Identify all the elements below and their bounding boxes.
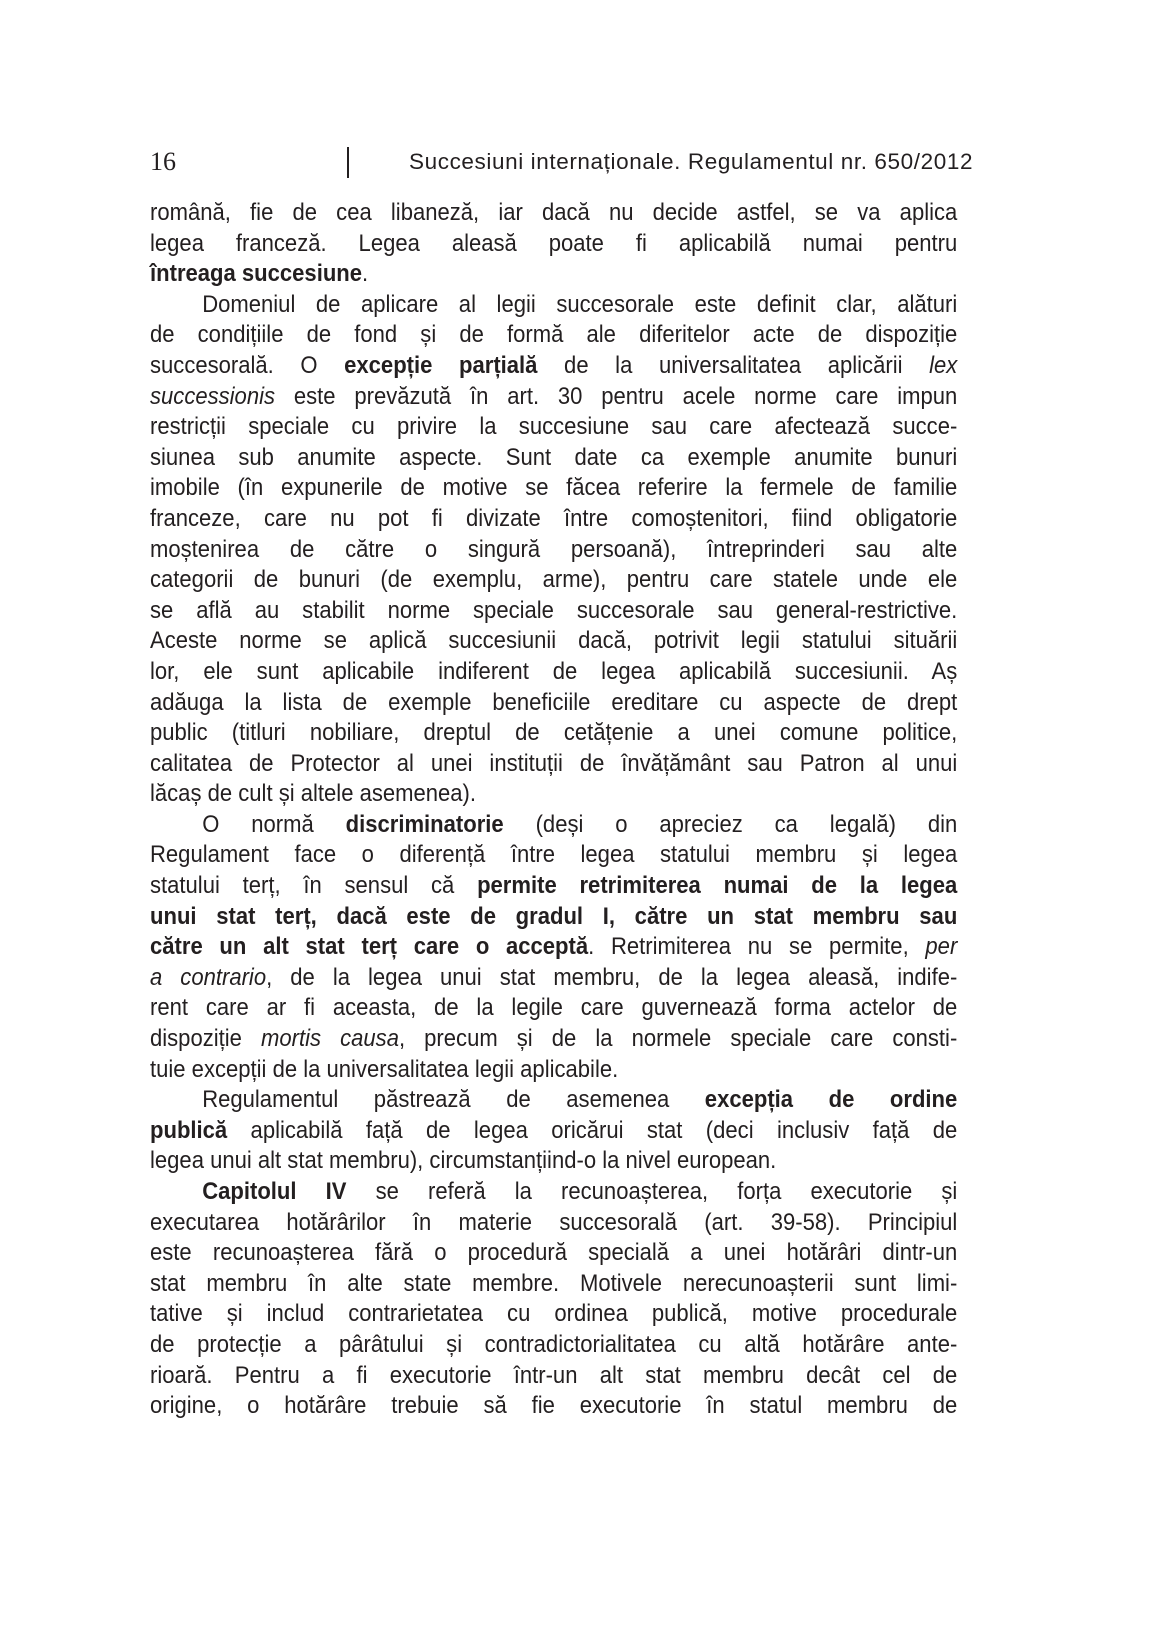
text-run: franceze, care nu pot fi divizate între comoștenitori, fiind obligatorie: [150, 504, 958, 532]
text-run: de condițiile de fond și de formă ale diferitelor acte de dispoziție: [150, 321, 958, 349]
text-line: [150, 871, 957, 902]
text-line: [150, 749, 957, 780]
italic-text: lex: [929, 351, 958, 379]
text-run: se află au stabilit norme speciale succesorale sau general-restrictive.: [150, 596, 958, 624]
text-line: [150, 1391, 957, 1422]
text-run: imobile (în expunerile de motive se făcea referire la fermele de familie: [150, 474, 958, 502]
text-run: , precum și de la normele speciale care consti-: [398, 1025, 958, 1053]
text-run: dispoziție: [150, 1025, 262, 1053]
text-line: [150, 1177, 957, 1208]
text-run: de protecție a pârâtului și contradictorialitatea cu altă hotărâre ante-: [150, 1330, 958, 1358]
text-run: Aceste norme se aplică succesiunii dacă, potrivit legii statului situării: [150, 627, 958, 655]
text-line: [150, 902, 957, 933]
text-run: restricții speciale cu privire la succesiune sau care afectează succe-: [150, 413, 958, 441]
text-line: [150, 596, 957, 627]
text-run: public (titluri nobiliare, dreptul de cetățenie a unei comune politice,: [150, 719, 958, 747]
text-run: , de la legea unui stat membru, de la legea aleasă, indife-: [266, 963, 958, 991]
bold-text: Capitolul IV: [202, 1178, 347, 1205]
text-line: [150, 779, 957, 810]
text-line: [150, 290, 957, 321]
paragraph: [150, 810, 957, 1085]
text-line: [150, 1055, 957, 1086]
italic-text: successionis: [150, 382, 276, 410]
text-run: de la universalitatea aplicării: [537, 351, 930, 379]
bold-text: discriminatorie: [345, 810, 504, 838]
text-line: [150, 504, 957, 535]
page-number: 16: [150, 147, 176, 176]
paragraph: [150, 1085, 957, 1177]
text-run: O normă: [202, 810, 346, 838]
text-run: . Retrimiterea nu se permite,: [588, 933, 926, 961]
italic-text: per: [925, 933, 958, 961]
text-line: [150, 840, 957, 871]
text-line: [150, 688, 957, 719]
running-header: [150, 145, 974, 179]
text-line: [150, 1238, 957, 1269]
bold-text: permite retrimiterea numai de la legea: [477, 872, 958, 900]
paragraph: [150, 198, 957, 290]
text-line: [150, 963, 957, 994]
body-text: [150, 198, 957, 1422]
text-run: aplicabilă față de legea oricărui stat (deci inclusiv față de: [227, 1116, 958, 1144]
text-run: succesorală. O: [150, 351, 345, 379]
text-run: adăuga la lista de exemple beneficiile ereditare cu aspecte de drept: [150, 688, 958, 716]
text-line: [150, 351, 957, 382]
text-run: executarea hotărârilor în materie succesorală (art. 39-58). Principiul: [150, 1208, 958, 1236]
text-line: [150, 1024, 957, 1055]
text-run: (deși o apreciez ca legală) din: [503, 810, 958, 838]
text-run: lor, ele sunt aplicabile indiferent de legea aplicabilă succesiunii. Aș: [150, 657, 958, 685]
text-line: [150, 382, 957, 413]
text-run: statului terț, în sensul că: [150, 872, 478, 900]
text-run: lăcaș de cult și altele asemenea).: [150, 780, 477, 808]
text-line: [150, 993, 957, 1024]
text-line: [150, 810, 957, 841]
text-run: stat membru în alte state membre. Motivele nerecunoașterii sunt limi-: [150, 1269, 958, 1297]
text-run: se referă la recunoașterea, forța executorie și: [346, 1178, 958, 1205]
text-line: [150, 626, 957, 657]
bold-text: publică: [150, 1116, 228, 1144]
text-run: rent care ar fi aceasta, de la legile care guvernează forma actelor de: [150, 994, 958, 1022]
text-run: rioară. Pentru a fi executorie într-un alt stat membru decât cel de: [150, 1361, 958, 1389]
running-title: Succesiuni internaționale. Regulamentul nr. 650/2012: [409, 149, 974, 174]
text-line: [150, 565, 957, 596]
text-line: [150, 198, 957, 229]
text-line: [150, 259, 957, 290]
text-line: [150, 443, 957, 474]
text-line: [150, 1085, 957, 1116]
text-run: categorii de bunuri (de exemplu, arme), pentru care statele unde ele: [150, 566, 958, 594]
text-line: [150, 718, 957, 749]
text-run: legea franceză. Legea aleasă poate fi aplicabilă numai pentru: [150, 229, 958, 257]
bold-text: excepție parțială: [344, 351, 538, 379]
text-line: [150, 932, 957, 963]
text-line: [150, 535, 957, 566]
header-divider: [347, 147, 349, 178]
text-line: [150, 657, 957, 688]
text-run: Regulamentul păstrează de asemenea: [202, 1086, 705, 1114]
text-run: legea unui alt stat membru), circumstanțiind-o la nivel european.: [150, 1147, 777, 1175]
text-run: .: [362, 260, 369, 288]
text-line: [150, 473, 957, 504]
text-run: este recunoașterea fără o procedură specială a unei hotărâri dintr-un: [150, 1239, 958, 1267]
text-line: [150, 229, 957, 260]
text-run: siunea sub anumite aspecte. Sunt date ca exemple anumite bunuri: [150, 443, 958, 471]
text-line: [150, 1146, 957, 1177]
italic-text: mortis causa: [261, 1025, 399, 1053]
text-run: tuie excepții de la universalitatea legii aplicabile.: [150, 1055, 619, 1083]
text-run: tative și includ contrarietatea cu ordinea publică, motive procedurale: [150, 1300, 958, 1328]
bold-text: întreaga succesiune: [150, 260, 363, 288]
text-run: origine, o hotărâre trebuie să fie executorie în statul membru de: [150, 1392, 958, 1420]
text-run: română, fie de cea libaneză, iar dacă nu decide astfel, se va aplica: [150, 199, 958, 226]
bold-text: excepția de ordine: [704, 1086, 958, 1114]
paragraph: [150, 290, 957, 810]
text-line: [150, 1299, 957, 1330]
paragraph: [150, 1177, 957, 1422]
text-line: [150, 1330, 957, 1361]
text-run: Domeniul de aplicare al legii succesorale este definit clar, alături: [202, 290, 958, 318]
text-line: [150, 412, 957, 443]
text-run: calitatea de Protector al unei instituții de învățământ sau Patron al unui: [150, 749, 958, 777]
text-line: [150, 320, 957, 351]
bold-text: către un alt stat terț care o acceptă: [150, 933, 589, 961]
text-run: Regulament face o diferență între legea statului membru și legea: [150, 841, 958, 869]
text-line: [150, 1361, 957, 1392]
text-line: [150, 1116, 957, 1147]
bold-text: unui stat terț, dacă este de gradul I, către un stat membru sau: [150, 902, 958, 930]
text-run: moștenirea de către o singură persoană), întreprinderi sau alte: [150, 535, 958, 563]
text-line: [150, 1208, 957, 1239]
italic-text: a contrario: [150, 963, 267, 991]
text-run: este prevăzută în art. 30 pentru acele norme care impun: [275, 382, 958, 410]
text-line: [150, 1269, 957, 1300]
